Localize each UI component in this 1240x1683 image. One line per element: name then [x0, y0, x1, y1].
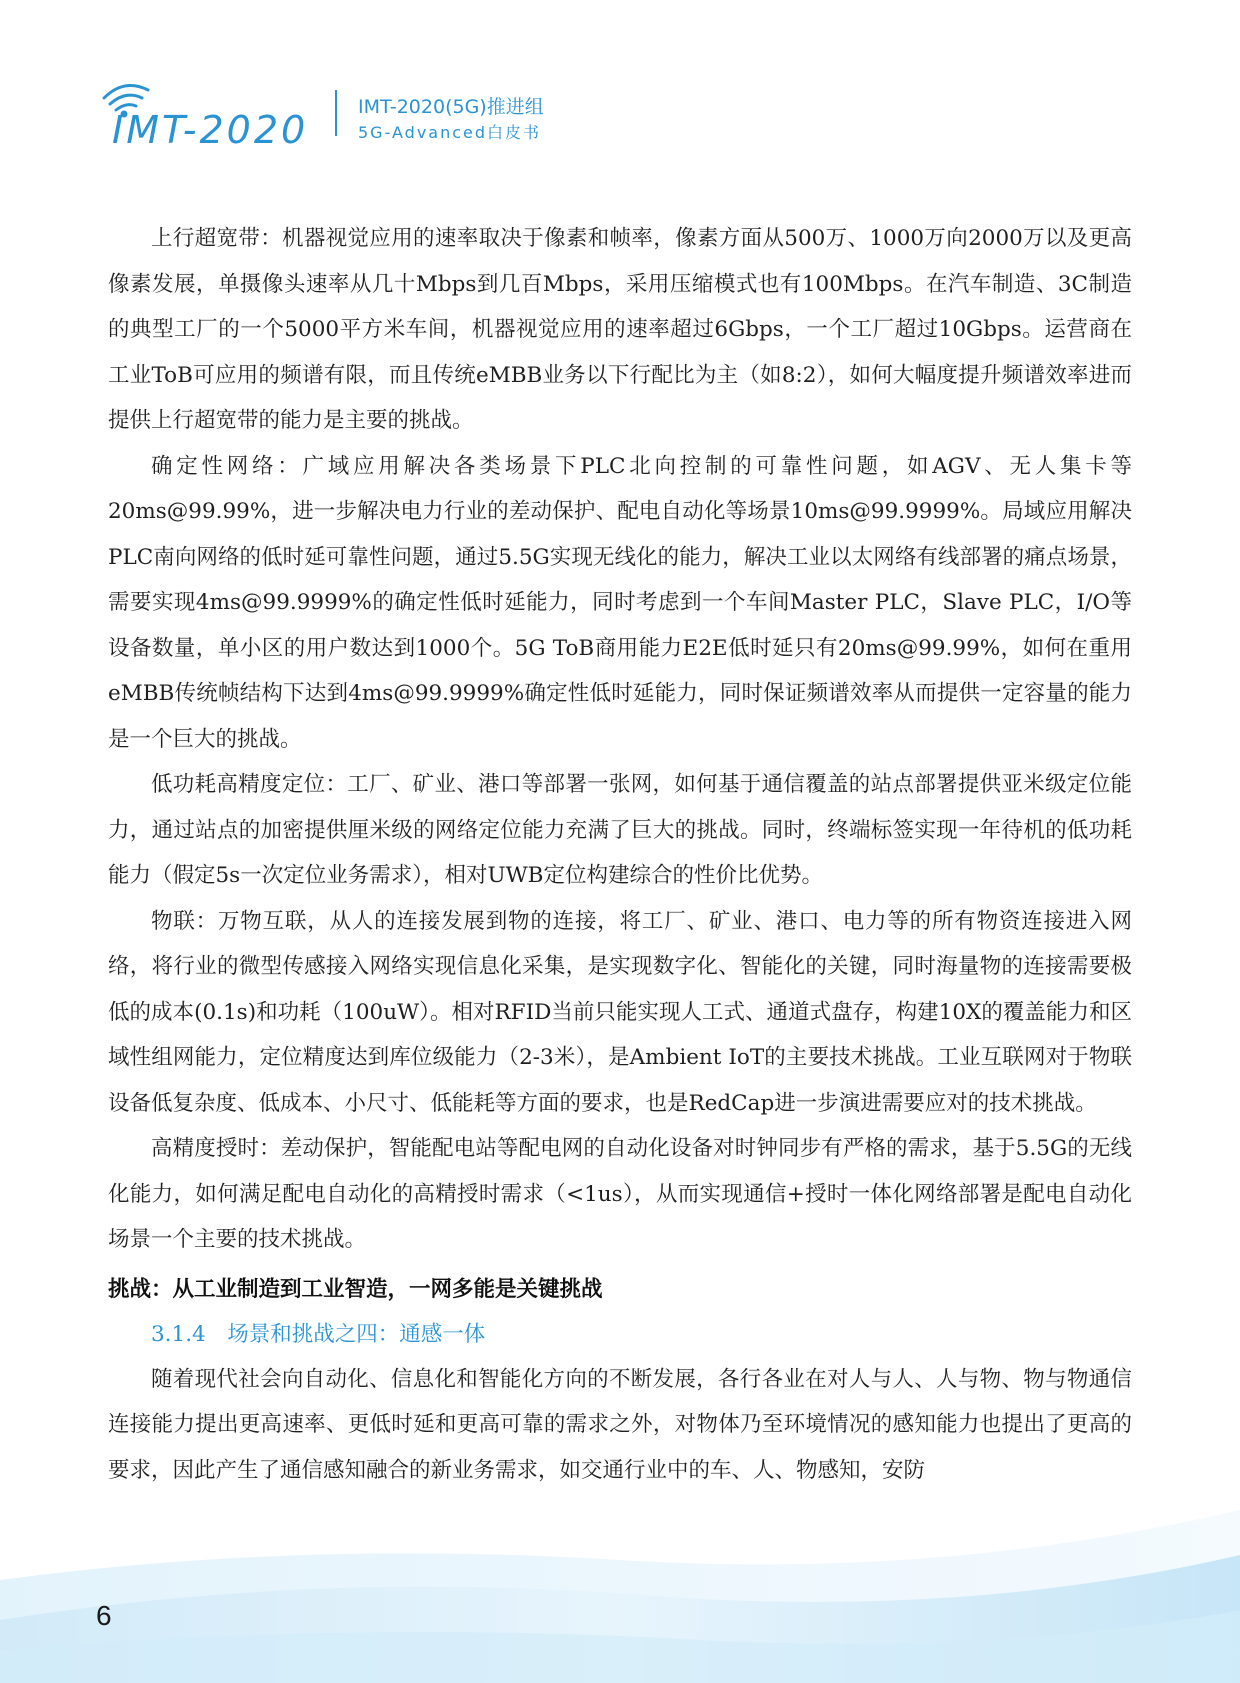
header-title: IMT-2020(5G)推进组 — [358, 96, 544, 118]
header-divider — [335, 90, 337, 136]
paragraph-precision-timing: 高精度授时：差动保护，智能配电站等配电网的自动化设备对时钟同步有严格的需求，基于5.5G的无线化能力，如何满足配电自动化的高精授时需求（<1us），从而实现通信+授时一体化网络部署是配电自动化场景一个主要的技术挑战。 — [108, 1136, 1132, 1252]
page-header — [96, 76, 736, 156]
section-heading: 3.1.4 场景和挑战之四：通感一体 — [151, 1321, 486, 1347]
paragraph-low-power-positioning: 低功耗高精度定位：工厂、矿业、港口等部署一张网，如何基于通信覆盖的站点部署提供亚米级定位能力，通过站点的加密提供厘米级的网络定位能力充满了巨大的挑战。同时，终端标签实现一年待机的低功耗能力（假定5s一次定位业务需求），相对UWB定位构建综合的性价比优势。 — [108, 772, 1132, 888]
paragraph-sensing-intro: 随着现代社会向自动化、信息化和智能化方向的不断发展，各行各业在对人与人、人与物、物与物通信连接能力提出更高速率、更低时延和更高可靠的需求之外，对物体乃至环境情况的感知能力也提出了更高的要求，因此产生了通信感知融合的新业务需求，如交通行业中的车、人、物感知，安防 — [108, 1366, 1132, 1483]
imt-2020-logo — [96, 76, 321, 156]
header-subtitle: 5G-Advanced白皮书 — [358, 123, 542, 142]
logo-text: IMT-2020 — [112, 108, 309, 152]
page-content — [108, 216, 1132, 1493]
paragraph-uplink-broadband: 上行超宽带：机器视觉应用的速率取决于像素和帧率，像素方面从500万、1000万向2000万以及更高像素发展，单摄像头速率从几十Mbps到几百Mbps，采用压缩模式也有100Mbps。在汽车制造、3C制造的典型工厂的一个5000平方米车间，机器视觉应用的速率超过6Gbps，一个工厂超过10Gbps。运营商在工业ToB可应用的频谱有限，而且传统eMBB业务以下行配比为主（如8:2），如何大幅度提升频谱效率进而提供上行超宽带的能力是主要的挑战。 — [108, 226, 1132, 433]
paragraph-iot: 物联：万物互联，从人的连接发展到物的连接，将工厂、矿业、港口、电力等的所有物资连接进入网络，将行业的微型传感接入网络实现信息化采集，是实现数字化、智能化的关键，同时海量物的连接需要极低的成本(0.1s)和功耗（100uW）。相对RFID当前只能实现人工式、通道式盘存，构建10X的覆盖能力和区域性组网能力，定位精度达到库位级能力（2-3米），是Ambient IoT的主要技术挑战。工业互联网对于物联设备低复杂度、低成本、小尺寸、低能耗等方面的要求，也是RedCap进一步演进需要应对的技术挑战。 — [108, 908, 1132, 1116]
page-number: 6 — [96, 1600, 112, 1631]
paragraph-deterministic-network: 确定性网络：广域应用解决各类场景下PLC北向控制的可靠性问题，如AGV、无人集卡等20ms@99.99%，进一步解决电力行业的差动保护、配电自动化等场景10ms@99.9999%。局域应用解决PLC南向网络的低时延可靠性问题，通过5.5G实现无线化的能力，解决工业以太网络有线部署的痛点场景，需要实现4ms@99.9999%的确定性低时延能力，同时考虑到一个车间Master PLC，Slave PLC，I/O等设备数量，单小区的用户数达到1000个。5G ToB商用能力E2E低时延只有20ms@99.99%，如何在重用eMBB传统帧结构下达到4ms@99.9999%确定性低时延能力，同时保证频谱效率从而提供一定容量的能力是一个巨大的挑战。 — [108, 453, 1132, 752]
footer-wave-decoration — [0, 1500, 1240, 1683]
challenge-heading: 挑战：从工业制造到工业智造，一网多能是关键挑战 — [108, 1276, 603, 1302]
